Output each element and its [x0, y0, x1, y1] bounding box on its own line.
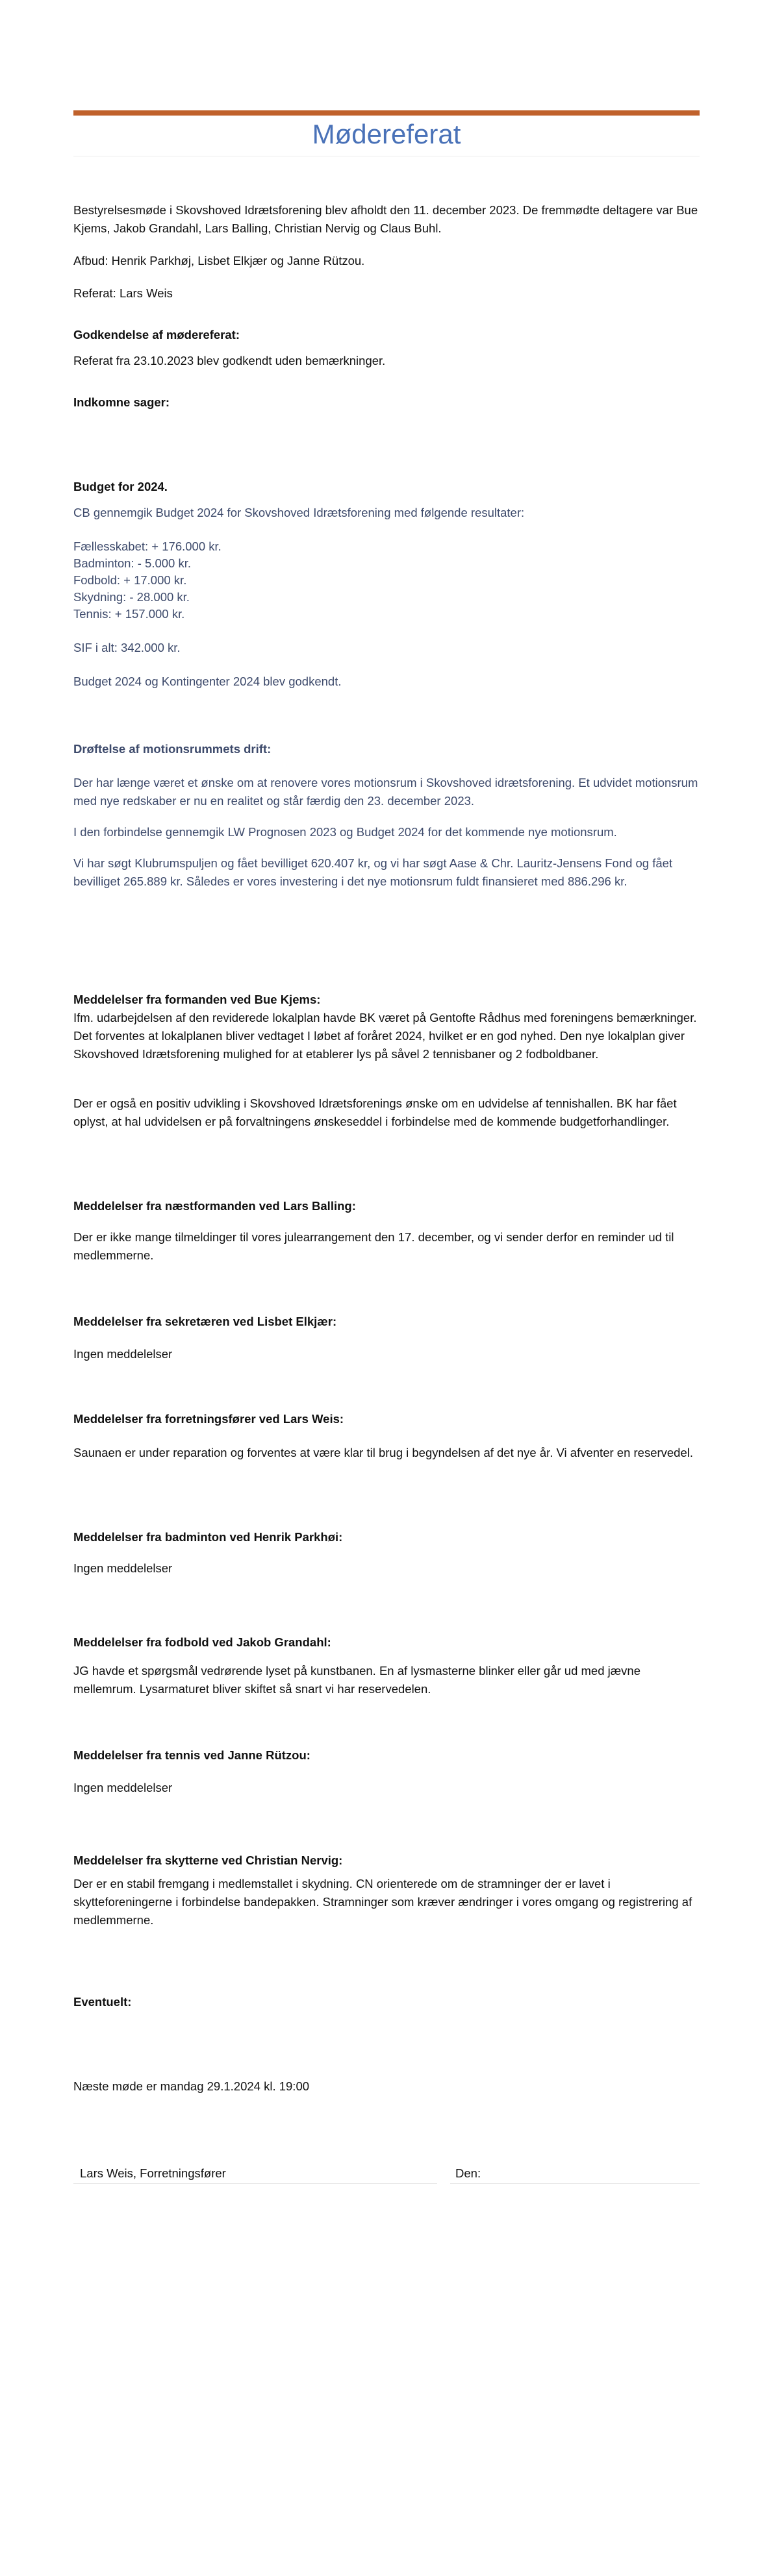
budget-heading: Budget for 2024.	[73, 480, 168, 493]
budget-approved: Budget 2024 og Kontingenter 2024 blev godkendt.	[73, 675, 342, 688]
misc-heading: Eventuelt:	[73, 1995, 132, 2009]
next-meeting: Næste møde er mandag 29.1.2024 kl. 19:00	[73, 2079, 310, 2093]
chairman-paragraph: Der er også en positiv udvikling i Skovshoved Idrætsforenings ønske om en udvidelse af tennishallen. BK har fået oplyst, at hal udvidelsen er på forvaltningens ønskeseddel i forbindelse med de kommende budgetforhandlinger.	[73, 1096, 677, 1128]
signature-line	[73, 2183, 437, 2184]
badminton-heading: Meddelelser fra badminton ved Henrik Parkhøi:	[73, 1530, 343, 1544]
chairman-paragraph: Ifm. udarbejdelsen af den reviderede lokalplan havde BK været på Gentofte Rådhus med foreningens bemærkninger. Det forventes at lokalplanen bliver vedtaget I løbet af foråret 2024, hvilket er en god nyhed. Den nye lokalplan giver Skovshoved Idrætsforening mulighed for at etablerer lys på såvel 2 tennisbaner og 2 fodboldbaner.	[73, 1011, 697, 1061]
gym-heading: Drøftelse af motionsrummets drift:	[73, 742, 272, 756]
budget-item: Tennis: + 157.000 kr.	[73, 607, 185, 621]
chairman-heading: Meddelelser fra formanden ved Bue Kjems:	[73, 993, 321, 1006]
gym-paragraph: Vi har søgt Klubrumspuljen og fået bevilliget 620.407 kr, og vi har søgt Aase & Chr. Lauritz-Jensens Fond og fået bevilliget 265.889 kr. Således er vores investering i det nye motionsrum fuldt finansieret med 886.296 kr.	[73, 856, 673, 888]
incoming-heading: Indkomne sager:	[73, 395, 170, 409]
approval-heading: Godkendelse af mødereferat:	[73, 328, 240, 341]
budget-item: Skydning: - 28.000 kr.	[73, 590, 190, 604]
vice-chairman-text: Der er ikke mange tilmeldinger til vores julearrangement den 17. december, og vi sender derfor en reminder ud til medlemmerne.	[73, 1230, 674, 1262]
budget-item: Fodbold: + 17.000 kr.	[73, 573, 187, 587]
budget-intro: CB gennemgik Budget 2024 for Skovshoved Idrætsforening med følgende resultater:	[73, 506, 525, 519]
secretary-heading: Meddelelser fra sekretæren ved Lisbet Elkjær:	[73, 1315, 337, 1328]
badminton-text: Ingen meddelelser	[73, 1561, 173, 1575]
date-line	[450, 2183, 700, 2184]
intro-paragraph: Bestyrelsesmøde i Skovshoved Idrætsforening blev afholdt den 11. december 2023. De fremmødte deltagere var Bue Kjems, Jakob Grandahl, Lars Balling, Christian Nervig og Claus Buhl.	[73, 203, 698, 235]
approval-text: Referat fra 23.10.2023 blev godkendt uden bemærkninger.	[73, 354, 386, 367]
signature-date-label: Den:	[455, 2166, 481, 2180]
football-text: JG havde et spørgsmål vedrørende lyset på kunstbanen. En af lysmasterne blinker eller går ud med jævne mellemrum. Lysarmaturet bliver skiftet så snart vi har reservedelen.	[73, 1664, 641, 1696]
shooting-heading: Meddelelser fra skytterne ved Christian Nervig:	[73, 1853, 343, 1867]
tennis-text: Ingen meddelelser	[73, 1781, 173, 1794]
tennis-heading: Meddelelser fra tennis ved Janne Rützou:	[73, 1748, 310, 1762]
budget-item: Fællesskabet: + 176.000 kr.	[73, 539, 222, 553]
absence-line: Afbud: Henrik Parkhøj, Lisbet Elkjær og Janne Rützou.	[73, 254, 365, 267]
header-accent-bar	[73, 110, 700, 116]
gym-paragraph: Der har længe været et ønske om at renovere vores motionsrum i Skovshoved idrætsforening. Et udvidet motionsrum med nye redskaber er nu en realitet og står færdig den 23. december 2023.	[73, 776, 698, 808]
budget-item: Badminton: - 5.000 kr.	[73, 556, 191, 570]
minutes-taker-line: Referat: Lars Weis	[73, 286, 173, 300]
football-heading: Meddelelser fra fodbold ved Jakob Grandahl:	[73, 1635, 331, 1649]
manager-text: Saunaen er under reparation og forventes at være klar til brug i begyndelsen af det nye år. Vi afventer en reservedel.	[73, 1446, 694, 1459]
secretary-text: Ingen meddelelser	[73, 1347, 173, 1361]
gym-paragraph: I den forbindelse gennemgik LW Prognosen 2023 og Budget 2024 for det kommende nye motionsrum.	[73, 825, 617, 839]
shooting-text: Der er en stabil fremgang i medlemstallet i skydning. CN orienterede om de stramninger der er lavet i skytteforeningerne i forbindelse bandepakken. Stramninger som kræver ændringer i vores omgang og registrering af medlemmerne.	[73, 1877, 692, 1927]
budget-total: SIF i alt: 342.000 kr.	[73, 641, 181, 654]
manager-heading: Meddelelser fra forretningsfører ved Lars Weis:	[73, 1412, 344, 1426]
signature-name: Lars Weis, Forretningsfører	[80, 2166, 226, 2180]
vice-chairman-heading: Meddelelser fra næstformanden ved Lars Balling:	[73, 1199, 356, 1213]
page-title: Mødereferat	[312, 119, 461, 149]
